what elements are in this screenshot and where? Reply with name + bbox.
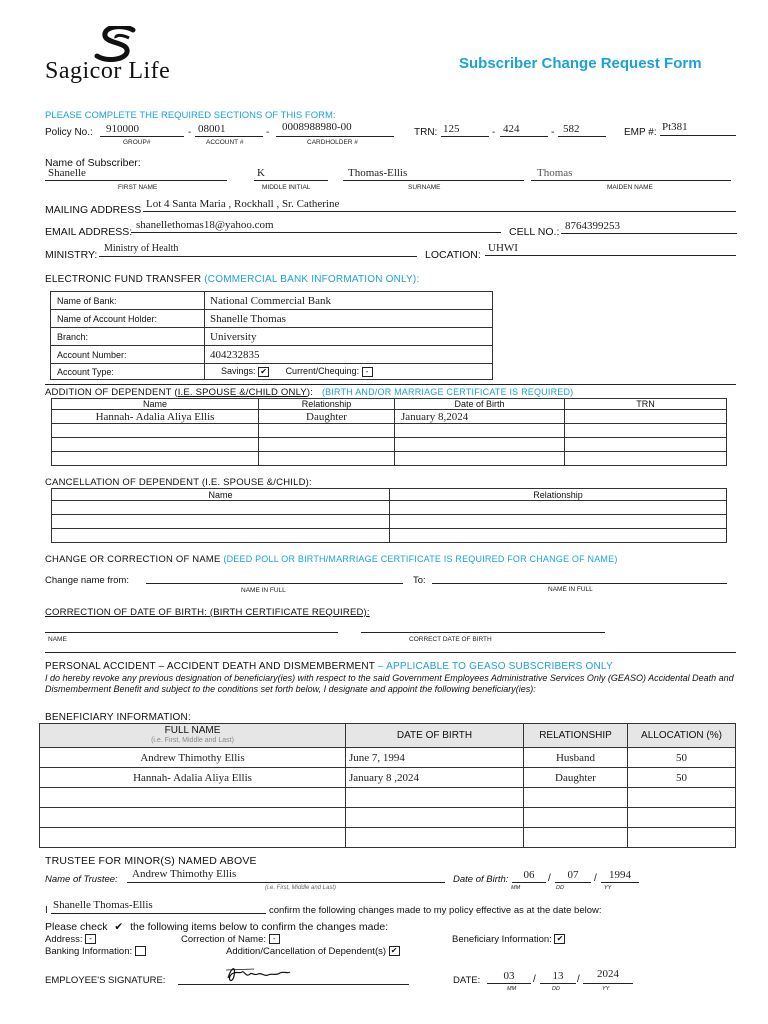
col-relationship: Relationship [259,399,395,410]
date-mm-field[interactable]: 03 [487,970,531,984]
cancel-relationship-cell[interactable] [390,515,727,529]
add-dependent-note: (BIRTH AND/OR MARRIAGE CERTIFICATE IS REQUIRED) [321,387,574,397]
trustee-dd-field[interactable]: 07 [555,869,591,883]
col-full-name: FULL NAME [164,724,221,736]
cardholder-field[interactable]: 0008988980-00 [276,121,394,137]
dependent-dob-cell[interactable]: January 8,2024 [395,410,565,424]
eft-branch-label: Branch: [51,328,205,346]
banking-check-label: Banking Information: [45,946,133,957]
to-caption: NAME IN FULL [548,586,593,593]
change-from-field[interactable] [146,583,403,584]
logo [45,26,195,86]
table-row [40,828,736,848]
dependent-trn-cell[interactable] [565,438,727,452]
dependent-dob-cell[interactable] [395,452,565,466]
accident-title: PERSONAL ACCIDENT – ACCIDENT DEATH AND DISMEMBERMENT [45,661,375,672]
beneficiary-allocation-cell[interactable] [628,788,736,808]
eft-type-label: Account Type: [51,364,205,380]
beneficiary-name-cell[interactable] [40,808,346,828]
date-dd-caption: DD [552,986,560,992]
emp-field[interactable]: Pt381 [660,121,736,136]
table-row [40,808,736,828]
dd-caption: DD [556,885,564,891]
dependent-dob-cell[interactable] [395,438,565,452]
email-label: EMAIL ADDRESS: [45,226,133,238]
signature-field[interactable] [178,968,409,985]
logo-text: Sagicor Life [45,58,171,84]
cell-field[interactable]: 8764399253 [561,220,737,234]
mailing-field[interactable]: Lot 4 Santa Maria , Rockhall , Sr. Catherine [143,198,736,212]
from-caption: NAME IN FULL [241,587,286,594]
date-mm-caption: MM [507,986,517,992]
eft-branch-value[interactable]: University [205,328,493,346]
cardholder-caption: CARDHOLDER # [307,139,358,146]
checkmark-icon: ✔ [114,921,124,933]
beneficiary-table [39,723,736,848]
trn-label: TRN: [414,127,438,138]
mm-caption: MM [511,885,521,891]
accident-note: – APPLICABLE TO GEASO SUBSCRIBERS ONLY [377,661,613,672]
col-name: Name [52,399,259,410]
confirm-text: confirm the following changes made to my policy effective as at the date below: [269,905,602,916]
trustee-mm-field[interactable]: 06 [512,869,546,883]
dob-name-field[interactable] [45,632,338,633]
trustee-name-caption: (i.e. First, Middle and Last) [265,885,337,891]
cancel-dependent-title: CANCELLATION OF DEPENDENT (I.E. SPOUSE &/CHILD): [45,477,312,488]
first-name-field[interactable]: Shanelle [45,167,227,181]
please-check-label: Please check [45,921,108,933]
beneficiary-allocation-cell[interactable] [628,808,736,828]
trustee-yy-field[interactable]: 1994 [601,869,639,883]
beneficiary-title: BENEFICIARY INFORMATION: [45,712,191,723]
date-label: DATE: [453,975,481,986]
beneficiary-check-label: Beneficiary Information: [452,934,552,945]
cancel-relationship-cell[interactable] [390,529,727,543]
dependent-trn-cell[interactable] [565,452,727,466]
eft-account-value[interactable]: 404232835 [205,346,493,364]
middle-initial-field[interactable]: K [254,167,328,181]
subscriber-label: Name of Subscriber: [45,157,141,169]
cell-label: CELL NO.: [509,226,560,238]
date-yy-caption: YY [602,986,610,992]
dependent-dob-cell[interactable] [395,424,565,438]
eft-holder-value[interactable]: Shanelle Thomas [205,310,493,328]
eft-account-label: Account Number: [51,346,205,364]
add-dependent-title-underlined: I.E. SPOUSE &/CHILD ONLY [177,387,307,398]
maiden-name-field[interactable]: Thomas [531,167,731,181]
email-field[interactable]: shanellethomas18@yahoo.com [131,219,501,233]
beneficiary-dob-cell[interactable] [346,808,524,828]
confirm-i: I [45,905,48,916]
signature-label: EMPLOYEE'S SIGNATURE: [45,975,166,986]
form-title: Subscriber Change Request Form [459,55,702,72]
beneficiary-name-cell[interactable]: Hannah- Adalia Aliya Ellis [40,768,346,788]
dob-date-caption: CORRECT DATE OF BIRTH [409,636,492,643]
eft-table [50,291,493,380]
col-date-of-birth: DATE OF BIRTH [346,724,524,748]
yy-caption: YY [604,885,612,891]
instructions: PLEASE COMPLETE THE REQUIRED SECTIONS OF THIS FORM: [45,110,336,121]
location-label: LOCATION: [425,249,481,261]
location-field[interactable]: UHWI [485,242,736,256]
address-checkbox[interactable]: - [85,934,96,944]
col-relationship: Relationship [390,489,727,501]
cancel-name-cell[interactable] [52,501,390,515]
trustee-title: TRUSTEE FOR MINOR(S) NAMED ABOVE [45,855,257,867]
policy-label: Policy No.: [45,127,93,138]
dependent-relationship-cell[interactable]: Daughter [259,410,395,424]
cancel-relationship-cell[interactable] [390,501,727,515]
cancel-name-cell[interactable] [52,515,390,529]
dependent-relationship-cell[interactable] [259,424,395,438]
savings-label: Savings: [221,366,256,377]
date-yy-field[interactable]: 2024 [583,968,633,984]
cancel-dependent-table [51,488,727,543]
eft-subtitle: (COMMERCIAL BANK INFORMATION ONLY): [204,274,420,285]
emp-label: EMP #: [624,127,657,138]
dob-date-field[interactable] [361,632,605,633]
address-check-label: Address: [45,934,83,945]
change-name-title: CHANGE OR CORRECTION OF NAME [45,554,221,565]
beneficiary-relationship-cell[interactable]: Daughter [524,768,628,788]
dependent-name-cell[interactable] [52,424,259,438]
trn-field-1[interactable]: 125 [441,123,489,137]
dependent-relationship-cell[interactable] [259,438,395,452]
beneficiary-dob-cell[interactable] [346,828,524,848]
change-to-label: To: [413,575,426,586]
beneficiary-name-cell[interactable] [40,788,346,808]
table-row [40,768,736,788]
mailing-label: MAILING ADDRESS [45,204,142,216]
col-allocation: ALLOCATION (%) [628,724,736,748]
col-name: Name [52,489,390,501]
beneficiary-allocation-cell[interactable]: 50 [628,748,736,768]
chequing-label: Current/Chequing: [285,366,360,377]
beneficiary-dob-cell[interactable]: June 7, 1994 [346,748,524,768]
trustee-dob-label: Date of Birth: [453,874,509,885]
change-name-note: (DEED POLL OR BIRTH/MARRIAGE CERTIFICATE IS REQUIRED FOR CHANGE OF NAME) [223,554,618,564]
table-row [52,501,727,515]
surname-caption: SURNAME [408,184,441,191]
change-from-label: Change name from: [45,575,129,586]
dependent-relationship-cell[interactable] [259,452,395,466]
cancel-name-cell[interactable] [52,529,390,543]
add-dependent-table [51,398,727,466]
accident-text: I do hereby revoke any previous designation of beneficiary(ies) with respect to the said Government Employees Administrative Services Only (GEASO) Accidental Death and Dismemberment Benefit and subject to the conditions set forth below, I designate and appoint the following beneficiary(ies): [45,673,734,694]
col-dob: Date of Birth [395,399,565,410]
sagicor-s-icon [93,26,139,62]
beneficiary-relationship-cell[interactable] [524,828,628,848]
dependent-name-cell[interactable] [52,452,259,466]
account-field[interactable]: 08001 [195,123,263,137]
signature-icon [224,964,294,984]
please-check-text: the following items below to confirm the changes made: [130,921,389,933]
beneficiary-allocation-cell[interactable] [628,828,736,848]
table-row [52,410,727,424]
beneficiary-allocation-cell[interactable]: 50 [628,768,736,788]
table-row [52,424,727,438]
correction-checkbox[interactable]: - [269,934,280,944]
maiden-name-caption: MAIDEN NAME [607,184,653,191]
eft-bank-value[interactable]: National Commercial Bank [205,292,493,310]
banking-checkbox[interactable] [135,946,146,956]
correction-check-label: Correction of Name: [181,934,267,945]
trn-field-3[interactable]: 582 [558,123,606,137]
add-dependent-title-end: ): [306,387,314,398]
table-row [52,515,727,529]
table-row [52,529,727,543]
dependent-trn-cell[interactable] [565,410,727,424]
confirm-name-field[interactable]: Shanelle Thomas-Ellis [51,899,266,914]
eft-bank-label: Name of Bank: [51,292,205,310]
add-dependent-title: ADDITION OF DEPENDENT ( [45,387,178,398]
table-row [40,748,736,768]
account-caption: ACCOUNT # [206,139,244,146]
eft-title: ELECTRONIC FUND TRANSFER [45,274,202,285]
eft-holder-label: Name of Account Holder: [51,310,205,328]
beneficiary-dob-cell[interactable]: January 8 ,2024 [346,768,524,788]
col-relationship: RELATIONSHIP [524,724,628,748]
trn-field-2[interactable]: 424 [500,123,548,137]
trustee-name-label: Name of Trustee: [45,874,118,885]
date-dd-field[interactable]: 13 [540,970,576,984]
ministry-field[interactable]: Ministry of Health [99,243,417,257]
beneficiary-relationship-cell[interactable]: Husband [524,748,628,768]
group-field[interactable]: 910000 [100,123,184,137]
table-row [52,438,727,452]
table-row [52,452,727,466]
dependent-name-cell[interactable]: Hannah- Adalia Aliya Ellis [52,410,259,424]
add-dependent-checkbox[interactable]: ✔ [389,946,400,956]
trustee-name-field[interactable]: Andrew Thimothy Ellis [127,868,445,883]
savings-checkbox[interactable]: ✔ [258,367,269,377]
dob-correction-title: CORRECTION OF DATE OF BIRTH: (BIRTH CERTIFICATE REQUIRED): [45,607,370,618]
surname-field[interactable]: Thomas-Ellis [343,167,524,181]
first-name-caption: FIRST NAME [118,184,158,191]
beneficiary-relationship-cell[interactable] [524,788,628,808]
ministry-label: MINISTRY: [45,249,98,261]
add-dependent-check-label: Addition/Cancellation of Dependent(s) [226,946,387,957]
change-to-field[interactable] [432,583,727,584]
beneficiary-relationship-cell[interactable] [524,808,628,828]
dependent-name-cell[interactable] [52,438,259,452]
dob-name-caption: NAME [48,636,67,643]
beneficiary-name-cell[interactable]: Andrew Thimothy Ellis [40,748,346,768]
beneficiary-name-cell[interactable] [40,828,346,848]
middle-initial-caption: MIDDLE INITIAL [262,184,311,191]
col-trn: TRN [565,399,727,410]
beneficiary-dob-cell[interactable] [346,788,524,808]
table-row [40,788,736,808]
dependent-trn-cell[interactable] [565,424,727,438]
beneficiary-checkbox[interactable]: ✔ [554,934,565,944]
group-caption: GROUP# [123,139,151,146]
chequing-checkbox[interactable]: - [362,367,373,377]
col-full-name-sub: (i.e. First, Middle and Last) [151,736,234,744]
